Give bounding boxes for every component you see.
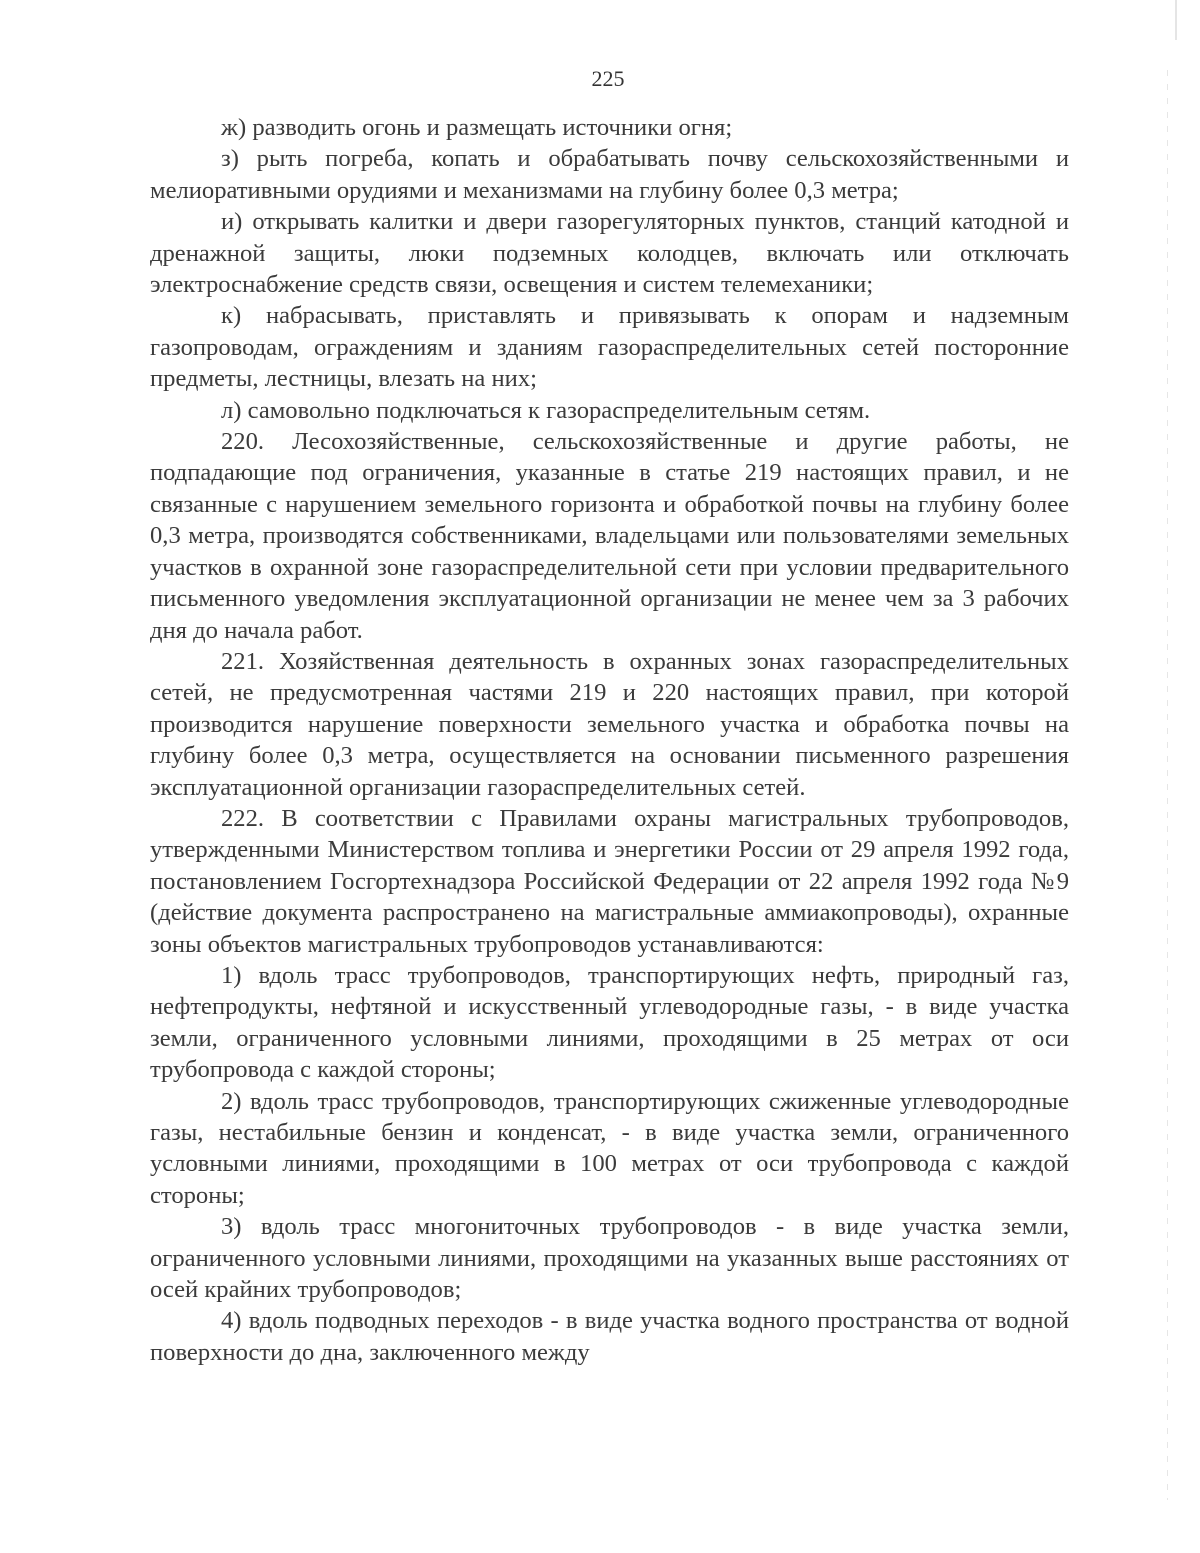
scan-edge-mark-top: [1175, 0, 1177, 40]
paragraph-article-220: 220. Лесохозяйственные, сельскохозяйственные и другие работы, не подпадающие под ограничения, указанные в статье 219 настоящих правил, и не связанные с нарушением земельного горизонта и обработкой почвы на глубину более 0,3 метра, производятся собственниками, владельцами или пользователями земельных участков в охранной зоне газораспределительной сети при условии предварительного письменного уведомления эксплуатационной организации не менее чем за 3 рабочих дня до начала работ.: [150, 428, 1069, 644]
paragraph-item-z: з) рыть погреба, копать и обрабатывать почву сельскохозяйственными и мелиоративными орудиями и механизмами на глубину более 0,3 метра;: [150, 145, 1069, 204]
paragraph-subitem-4: 4) вдоль подводных переходов - в виде участка водного пространства от водной поверхности до дна, заключенного между: [150, 1307, 1069, 1366]
paragraph-item-k: к) набрасывать, приставлять и привязывать к опорам и надземным газопроводам, ограждениям и зданиям газораспределительных сетей посторонние предметы, лестницы, влезать на них;: [150, 302, 1069, 393]
paragraph-item-i: и) открывать калитки и двери газорегуляторных пунктов, станций катодной и дренажной защиты, люки подземных колодцев, включать или отключать электроснабжение средств связи, освещения и систем телемеханики;: [150, 208, 1069, 299]
paragraph-subitem-1: 1) вдоль трасс трубопроводов, транспортирующих нефть, природный газ, нефтепродукты, нефтяной и искусственный углеводородные газы, - в виде участка земли, ограниченного условными линиями, проходящими в 25 метрах от оси трубопровода с каждой стороны;: [150, 961, 1069, 1084]
page-number: 225: [591, 66, 625, 91]
scan-edge-mark: [1167, 70, 1168, 1500]
paragraph-subitem-3: 3) вдоль трасс многониточных трубопроводов - в виде участка земли, ограниченного условными линиями, проходящими на указанных выше расстояниях от осей крайних трубопроводов;: [150, 1213, 1069, 1304]
paragraph-article-222: 222. В соответствии с Правилами охраны магистральных трубопроводов, утвержденными Министерством топлива и энергетики России от 29 апреля 1992 года, постановлением Госгортехнадзора Российской Федерации от 22 апреля 1992 года №9 (действие документа распространено на магистральные аммиакопроводы), охранные зоны объектов магистральных трубопроводов устанавливаются:: [150, 804, 1069, 958]
paragraph-item-zh: ж) разводить огонь и размещать источники огня;: [221, 114, 733, 141]
paragraph-subitem-2: 2) вдоль трасс трубопроводов, транспортирующих сжиженные углеводородные газы, нестабильные бензин и конденсат, - в виде участка земли, ограниченного условными линиями, проходящими в 100 метрах от оси трубопровода с каждой стороны;: [150, 1087, 1069, 1209]
paragraph-item-l: л) самовольно подключаться к газораспределительным сетям.: [221, 396, 871, 424]
paragraph-article-221: 221. Хозяйственная деятельность в охранных зонах газораспределительных сетей, не предусмотренная частями 219 и 220 настоящих правил, при которой производится нарушение поверхности земельного участка и обработка почвы на глубину более 0,3 метра, осуществляется на основании письменного разрешения эксплуатационной организации газораспределительных сетей.: [150, 647, 1069, 801]
document-text-body: [150, 112, 1069, 1368]
